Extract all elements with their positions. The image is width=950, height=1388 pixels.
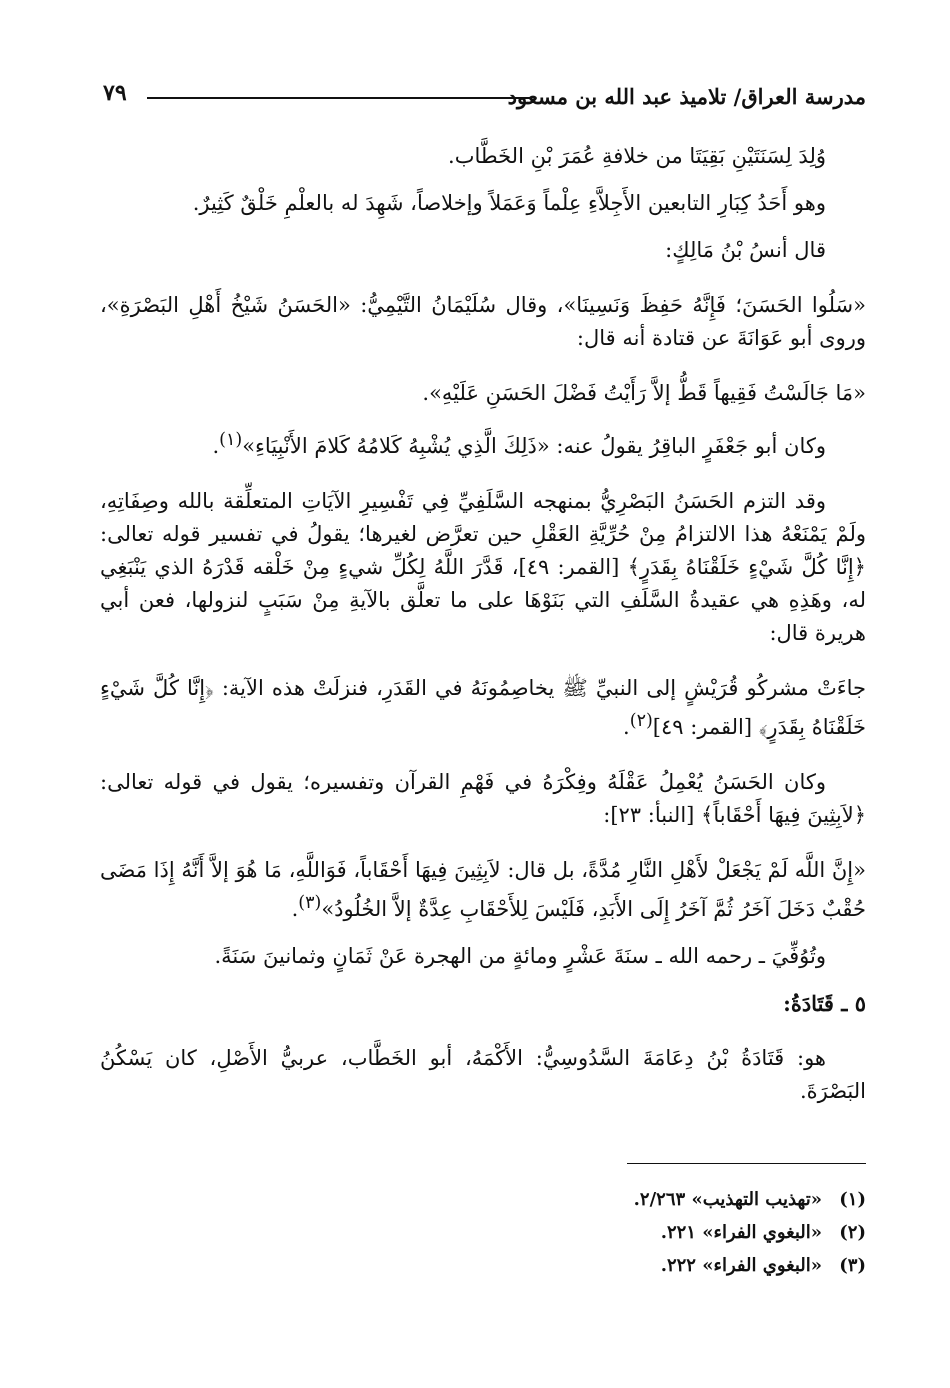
paragraph: وُلِدَ لِسَنَتَيْنِ بَقِيَتَا من خلافةِ عُمَرَ بْنِ الخَطَّاب. [448,144,826,168]
footnote-text: «البغوي الفراء» ٢٢١. [660,1222,822,1243]
quote: «إِنَّ اللَّه لَمْ يَجْعَلْ لأَهْلِ النَّارِ مُدَّةً، بل قال: لاَبِثِينَ فِيهَا أَحْقَاباً، فَوَاللَّهِ، مَا هُوَ إلاَّ أَنَّهُ إِذَا مَضَى حُقْبٌ دَخَلَ آخَرُ ثُمَّ آخَرُ إِلَى الأَبَدِ، فَلَيْسَ لِلأَحْقَابِ عِدَّةٌ إلاَّ الخُلُودُ»$^{(٣)}$. [100,858,866,921]
paragraph-text: «إِنَّ اللَّه لَمْ يَجْعَلْ لأَهْلِ النَّارِ مُدَّةً، بل قال: لاَبِثِينَ فِيهَا أَحْقَاباً، فَوَاللَّهِ، مَا هُوَ إلاَّ أَنَّهُ إِذَا مَضَى حُقْبٌ دَخَلَ آخَرُ ثُمَّ آخَرُ إِلَى الأَبَدِ، فَلَيْسَ لِلأَحْقَابِ عِدَّةٌ إلاَّ الخُلُودُ» [100,858,866,921]
footnote-number: (٣) [839,1255,866,1276]
quote: «سَلُوا الحَسَنَ؛ فَإِنَّهُ حَفِظَ وَنَسِينَا»، وقال سُلَيْمَانُ التَّيْمِيُّ: «الحَسَنُ شَيْخُ أَهْلِ البَصْرَةِ»، وروى أبو عَوَانَةَ عن قتادة أنه قال: [100,293,866,350]
quote: جاءَتْ مشركُو قُرَيْشٍ إلى النبيِّ ﷺ يخاصِمُونَهُ في القَدَرِ، فنزلَتْ هذه الآية: ﴿إِنَّا كُلَّ شَيْءٍ خَلَقْنَاهُ بِقَدَرٍ﴾ [القمر: ٤٩]$^{(٢)}$. [100,676,866,739]
footnote-text: «تهذيب التهذيب» ٢/٢٦٣. [633,1189,822,1210]
quote: «مَا جَالَسْتُ فَقِيهاً قَطُّ إلاَّ رَأَيْتُ فَضْلَ الحَسَنِ عَلَيْهِ». [422,381,866,405]
running-header-title: مدرسة العراق/ تلاميذ عبد الله بن مسعود [507,84,866,109]
footnote [634,1249,866,1282]
paragraph: وكان الحَسَنُ يُعْمِلُ عَقْلَهُ وفِكْرَهُ في فَهْمِ القرآن وتفسيره؛ يقول في قوله تعالى: ﴿لاَبِثِينَ فِيهَا أَحْقَاباً﴾ [النبأ: ٢٣]: [100,770,866,827]
footnotes [634,1183,866,1282]
footnote-rule [627,1163,866,1164]
paragraph-text: وكان أبو جَعْفَرٍ الباقِرُ يقولُ عنه: «ذَلِكَ الَّذِي يُشْبِهُ كَلامُهُ كَلامَ الأَنْبِيَاءِ» [242,434,826,458]
footnote-text: «البغوي الفراء» ٢٢٢. [660,1255,822,1276]
paragraph: وقد التزم الحَسَنُ البَصْرِيُّ بمنهجه السَّلَفِيِّ فِي تَفْسِيرِ الآيَاتِ المتعلِّقة بالله وصِفَاتِهِ، ولَمْ يَمْنَعْهُ هذا الالتزامُ مِنْ حُرِّيَّةِ العَقْلِ حين تعرَّض لغيرها؛ يقولُ في تفسير قوله تعالى: ﴿إِنَّا كُلَّ شَيْءٍ خَلَقْنَاهُ بِقَدَرٍ﴾ [القمر: ٤٩]، قَدَّرَ اللَّهُ لِكُلِّ شيءٍ مِنْ خَلْقه قَدْرَهُ الذي يَنْبَغِي له، وهَذِهِ هي عقيدةُ السَّلَفِ التي بَنَوْهَا على ما تعلَّق بالآيةِ مِنْ سَبَبٍ لنزولها، فعن أبي هريرة قال: [100,489,866,645]
footnote-ref: (٣) [298,893,322,913]
page-number: ٧٩ [103,80,127,106]
footnote-number: (٢) [839,1222,866,1243]
paragraph: قال أنسُ بْنُ مَالِكٍ: [665,238,826,262]
paragraph: وكان أبو جَعْفَرٍ الباقِرُ يقولُ عنه: «ذَلِكَ الَّذِي يُشْبِهُ كَلامُهُ كَلامَ الأَنْبِيَاءِ»$^{(١)}$. [212,430,826,458]
header-rule [147,97,532,99]
section-heading: ٥ ـ قَتَادَةُ: [783,991,866,1016]
footnote-number: (١) [839,1189,866,1210]
footnote-ref: (١) [219,430,243,450]
footnote-ref: (٢) [629,711,653,731]
footnote [634,1216,866,1249]
paragraph-text: جاءَتْ مشركُو قُرَيْشٍ إلى النبيِّ ﷺ يخاصِمُونَهُ في القَدَرِ، فنزلَتْ هذه الآية: ﴿إِنَّا كُلَّ شَيْءٍ خَلَقْنَاهُ بِقَدَرٍ﴾ [القمر: ٤٩] [100,676,866,739]
paragraph: هو: قَتَادَةُ بْنُ دِعَامَةَ السَّدُوسِيُّ: الأَكْمَهُ، أبو الخَطَّاب، عربيُّ الأَصْلِ، كان يَسْكُنُ البَصْرَةَ. [100,1046,866,1103]
paragraph: وهو أَحَدُ كِبَارِ التابعين الأَجِلاَّءِ عِلْماً وَعَمَلاً وإخلاصاً، شَهِدَ له بالعلْمِ خَلْقٌ كَثِيرٌ. [192,191,826,215]
paragraph: وتُوُفِّيَ ـ رحمه الله ـ سنَةَ عَشْرٍ ومائةٍ من الهجرة عَنْ ثَمَانٍ وثمانينَ سَنَةً. [214,944,826,968]
main-text [100,140,866,1108]
footnote [634,1183,866,1216]
